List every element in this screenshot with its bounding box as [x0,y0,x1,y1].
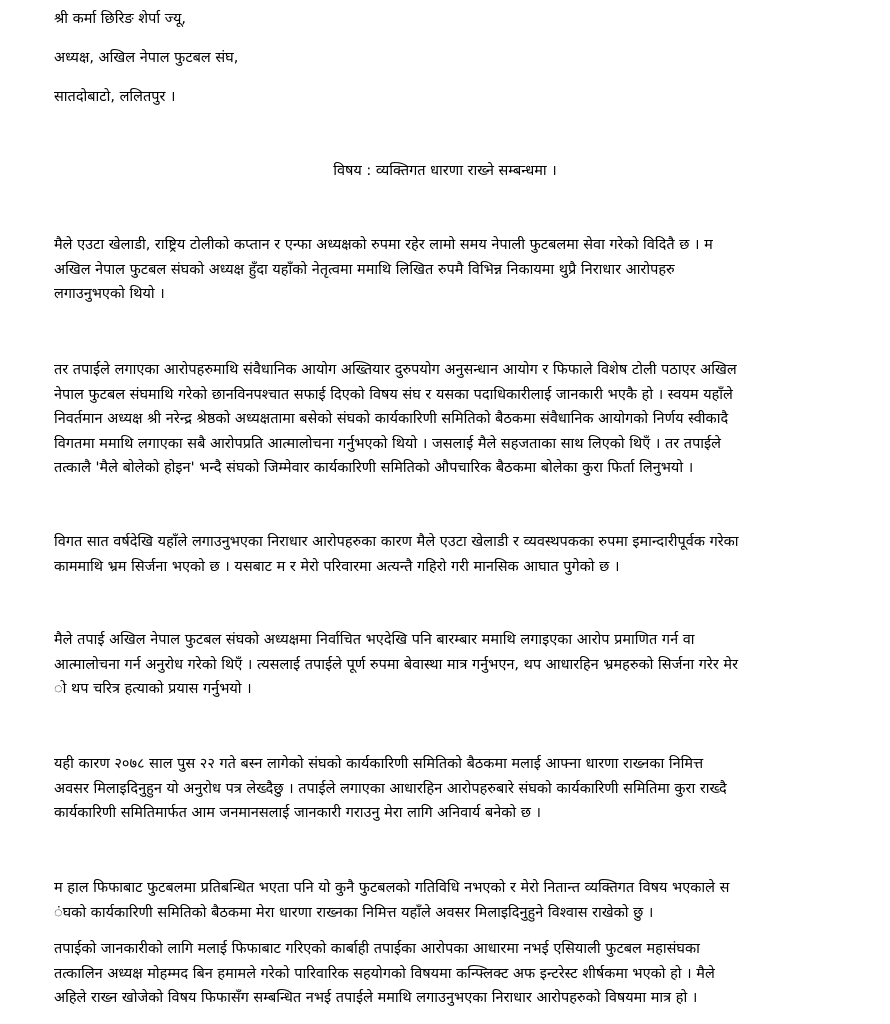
recipient-name: श्री कर्मा छिरिङ शेर्पा ज्यू, [54,11,187,27]
paragraph-line: तर तपाईले लगाएका आरोपहरुमाथि संवैधानिक आयोग अख्तियार दुरुपयोग अनुसन्धान आयोग र फिफाले विशेष टोली पठाएर अखिल [54,362,737,378]
recipient-title: अध्यक्ष, अखिल नेपाल फुटबल संघ, [54,50,239,66]
paragraph-3 [54,530,890,579]
paragraph-line: ंघको कार्यकारिणी समितिको बैठकमा मेरा धारणा राख्नका निमित्त यहाँले अवसर मिलाइदिनुहुने विश्वास राखेको छु । [54,904,654,921]
paragraph-line: मैले एउटा खेलाडी, राष्ट्रिय टोलीको कप्तान र एन्फा अध्यक्षको रुपमा रहेर लामो समय नेपाली फुटबलमा सेवा गरेको विदितै छ । म [54,237,713,253]
paragraph-line: अवसर मिलाइदिनुहुन यो अनुरोध पत्र लेख्दैछु । तपाईले लगाएका आधारहिन आरोपहरुबारे संघको कार्यकारिणी समितिमा कुरा राख्दै [54,780,727,797]
paragraph-line: अखिल नेपाल फुटबल संघको अध्यक्ष हुँदा यहाँको नेतृत्वमा ममाथि लिखित रुपमै विभिन्न निकायमा थुप्रै निराधार आरोपहरु [54,261,675,278]
recipient-address: सातदोबाटो, ललितपुर । [54,89,176,105]
paragraph-line: आत्मालोचना गर्न अनुरोध गरेको थिएँ । त्यसलाई तपाईले पूर्ण रुपमा बेवास्था मात्र गर्नुभएन, थप आधारहिन भ्रमहरुको सिर्जना गरेर मेर [54,656,738,673]
paragraph-line: काममाथि भ्रम सिर्जना भएको छ । यसबाट म र मेरो परिवारमा अत्यन्तै गहिरो गरी मानसिक आघात पुगेको छ । [54,558,620,575]
paragraph-line: विगतमा ममाथि लगाएका सबै आरोपप्रति आत्मालोचना गर्नुभएको थियो । जसलाई मैले सहजताका साथ लिएको थिएँ । तर तपाईले [54,435,722,452]
paragraph-line: नेपाल फुटबल संघमाथि गरेको छानविनपश्चात सफाई दिएको विषय संघ र यसका पदाधिकारीलाई जानकारी भएकै हो । स्वयम यहाँले [54,386,733,403]
paragraph-2 [54,358,890,481]
paragraph-1 [54,233,890,307]
paragraph-line: तत्कालिन अध्यक्ष मोहम्मद बिन हमामले गरेको पारिवारिक सहयोगको विषयमा कन्फ्लिक्ट अफ इन्टरेस्ट शीर्षकमा भएको हो । मैले [54,965,715,982]
paragraph-line: तपाईको जानकारीको लागि मलाई फिफाबाट गरिएको कार्बाही तपाईका आरोपका आधारमा नभई एसियाली फुटबल महासंघका [54,941,700,957]
paragraph-line: लगाउनुभएको थियो । [54,286,165,302]
paragraph-line: तत्कालै 'मैले बोलेको होइन' भन्दै संघको जिम्मेवार कार्यकारिणी समितिको औपचारिक बैठकमा बोलेका कुरा फिर्ता लिनुभयो । [54,460,694,476]
paragraph-line: निवर्तमान अध्यक्ष श्री नरेन्द्र श्रेष्ठको अध्यक्षतामा बसेको संघको कार्यकारिणी समितिको बैठकमा संवैधानिक आयोगको निर्णय स्वीकादै [54,411,729,427]
paragraph-4 [54,628,890,702]
paragraph-line: ो थप चरित्र हत्याको प्रयास गर्नुभयो । [54,681,252,697]
paragraph-6 [54,876,890,925]
paragraph-line: म हाल फिफाबाट फुटबलमा प्रतिबन्धित भएता पनि यो कुनै फुटबलको गतिविधि नभएको र मेरो नितान्त व्यक्तिगत विषय भएकाले स [54,880,730,896]
paragraph-5 [54,752,890,826]
paragraph-7 [54,937,890,1011]
subject-line: विषय : व्यक्तिगत धारणा राख्ने सम्बन्धमा । [333,163,557,179]
paragraph-line: यही कारण २०७८ साल पुस २२ गते बस्न लागेको संघको कार्यकारिणी समितिको बैठकमा मलाई आफ्ना धारणा राख्नका निमित्त [54,756,704,772]
paragraph-line: मैले तपाई अखिल नेपाल फुटबल संघको अध्यक्षमा निर्वाचित भएदेखि पनि बारम्बार ममाथि लगाइएका आरोप प्रमाणित गर्न वा [54,632,695,648]
paragraph-line: कार्यकारिणी समितिमार्फत आम जनमानसलाई जानकारी गराउनु मेरा लागि अनिवार्य बनेको छ । [54,805,542,821]
paragraph-line: विगत सात वर्षदेखि यहाँले लगाउनुभएका निराधार आरोपहरुका कारण मैले एउटा खेलाडी र व्यवस्थपकका रुपमा इमान्दारीपूर्वक गरेका [54,534,739,550]
paragraph-line: अहिले राख्न खोजेको विषय फिफासँग सम्बन्धित नभई तपाईले ममाथि लगाउनुभएका निराधार आरोपहरुको विषयमा मात्र हो । [54,990,698,1006]
